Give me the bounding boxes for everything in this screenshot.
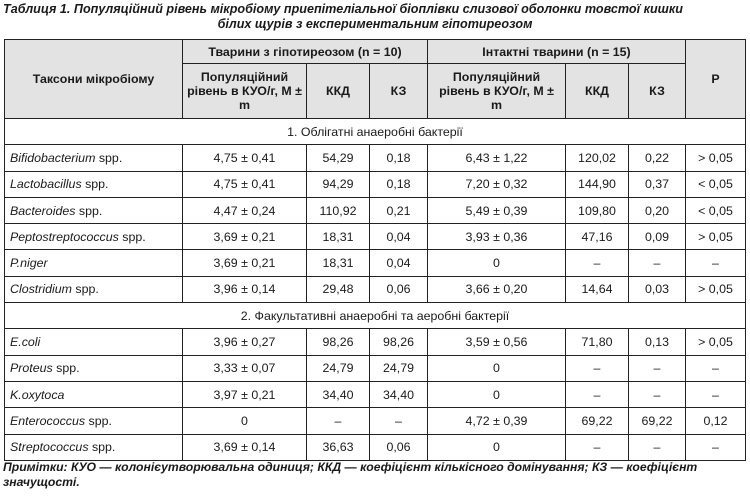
taxon-cell [5,434,183,460]
table-row [5,434,746,460]
taxon-cell [5,224,183,250]
cell-p-value: < 0,05 [686,171,746,197]
cell-g2-pop-level: 3,59 ± 0,56 [428,329,566,355]
header-taxa: Таксони мікробіому [5,40,183,119]
taxon-cell [5,197,183,223]
cell-g2-kkd: 47,16 [566,224,629,250]
cell-g2-pop-level: 0 [428,381,566,407]
table-caption [3,2,747,32]
cell-g1-kkd: – [307,408,370,434]
cell-p-value: 0,12 [686,408,746,434]
microbiome-table [4,39,746,461]
cell-g2-kz: 0,20 [629,197,686,223]
header-g2-pop-level: Популяційний рівень в КУО/г, M ± m [428,64,566,119]
cell-g2-pop-level: 5,49 ± 0,39 [428,197,566,223]
taxon-suffix: spp. [85,413,112,428]
cell-g2-kz: 69,22 [629,408,686,434]
caption-line-1: Таблиця 1. Популяційний рівень мікробіому приепітеліальної біоплівки слизової оболонки товстої кишки [3,2,683,16]
cell-p-value: – [686,434,746,460]
cell-g2-kz: 0,22 [629,145,686,171]
cell-g2-kz: 0,09 [629,224,686,250]
table-row [5,329,746,355]
taxon-suffix: spp. [52,361,80,376]
cell-g1-kkd: 34,40 [307,381,370,407]
taxon-cell [5,276,183,302]
cell-g1-pop-level: 0 [183,408,307,434]
taxon-cell [5,329,183,355]
cell-g1-kkd: 24,79 [307,355,370,381]
cell-g1-pop-level: 3,96 ± 0,14 [183,276,307,302]
taxon-name: Clostridium [10,282,72,297]
table-row [5,355,746,381]
cell-g2-pop-level: 0 [428,434,566,460]
taxon-suffix: spp. [118,229,146,244]
cell-g1-kkd: 36,63 [307,434,370,460]
taxon-suffix: spp. [81,177,109,192]
taxon-suffix: spp. [95,150,123,165]
table-row [5,276,746,302]
caption-line-2: білих щурів з експериментальним гіпотиреозом [217,17,533,31]
cell-p-value: > 0,05 [686,276,746,302]
taxon-name: Bifidobacterium [10,150,96,165]
taxon-suffix: spp. [88,440,116,455]
cell-g1-kkd: 18,31 [307,250,370,276]
cell-g1-kz: 0,04 [370,224,428,250]
cell-g1-kz: – [370,408,428,434]
cell-p-value: < 0,05 [686,197,746,223]
table-row [5,224,746,250]
taxon-name: E.coli [10,335,41,350]
taxon-cell [5,250,183,276]
table-row [5,145,746,171]
cell-p-value: > 0,05 [686,145,746,171]
cell-g2-kkd: – [566,381,629,407]
table-row [5,197,746,223]
cell-p-value: – [686,355,746,381]
taxon-cell [5,355,183,381]
cell-g2-pop-level: 6,43 ± 1,22 [428,145,566,171]
cell-g1-kz: 0,06 [370,276,428,302]
table-row [5,381,746,407]
cell-p-value: – [686,381,746,407]
cell-g2-kz: 0,03 [629,276,686,302]
cell-g1-kkd: 94,29 [307,171,370,197]
header-g2-kkd: ККД [566,64,629,119]
taxon-cell [5,381,183,407]
taxon-cell [5,408,183,434]
cell-g2-pop-level: 0 [428,250,566,276]
header-row-1 [5,40,746,64]
header-g1-kkd: ККД [307,64,370,119]
taxon-name: Peptostreptococcus [10,229,119,244]
cell-g1-pop-level: 3,97 ± 0,21 [183,381,307,407]
cell-g1-kkd: 110,92 [307,197,370,223]
cell-g1-kz: 24,79 [370,355,428,381]
table-row [5,408,746,434]
cell-g1-kz: 0,18 [370,171,428,197]
cell-g1-kz: 0,21 [370,197,428,223]
taxon-name: K.oxytoca [10,387,65,402]
section-row [5,119,746,145]
header-g1-kz: КЗ [370,64,428,119]
header-group-hypothyroid: Тварини з гіпотиреозом (n = 10) [183,40,428,64]
taxon-cell [5,145,183,171]
cell-g2-kkd: – [566,250,629,276]
cell-g2-kz: – [629,250,686,276]
taxon-name: Streptococcus [10,440,89,455]
cell-g2-pop-level: 3,93 ± 0,36 [428,224,566,250]
section-title: 2. Факультативні анаеробні та аеробні бактерії [5,303,746,329]
cell-g1-pop-level: 4,47 ± 0,24 [183,197,307,223]
cell-g1-pop-level: 4,75 ± 0,41 [183,171,307,197]
table-notes: Примітки: КУО — колонієутворювальна одиниця; ККД — коефіцієнт кількісного домінування; КЗ — коефіцієнт значущості. [3,460,698,489]
cell-g2-kz: 0,37 [629,171,686,197]
cell-g2-kkd: 109,80 [566,197,629,223]
cell-g1-kz: 0,18 [370,145,428,171]
cell-g2-kkd: 71,80 [566,329,629,355]
taxon-name: Proteus [10,361,53,376]
cell-g1-kz: 0,04 [370,250,428,276]
cell-g2-kkd: – [566,434,629,460]
table-row [5,250,746,276]
cell-g2-pop-level: 7,20 ± 0,32 [428,171,566,197]
cell-g1-kkd: 98,26 [307,329,370,355]
cell-g2-pop-level: 0 [428,355,566,381]
taxon-suffix: spp. [75,203,103,218]
cell-g2-kkd: 120,02 [566,145,629,171]
cell-g1-pop-level: 3,69 ± 0,14 [183,434,307,460]
cell-g1-pop-level: 3,69 ± 0,21 [183,224,307,250]
table-row [5,171,746,197]
cell-g2-pop-level: 4,72 ± 0,39 [428,408,566,434]
cell-g1-kkd: 54,29 [307,145,370,171]
header-group-intact: Інтактні тварини (n = 15) [428,40,686,64]
cell-g2-kz: – [629,355,686,381]
section-row [5,303,746,329]
taxon-name: P.niger [10,256,48,271]
cell-p-value: – [686,250,746,276]
taxon-name: Lactobacillus [10,177,82,192]
cell-g1-kz: 98,26 [370,329,428,355]
taxon-cell [5,171,183,197]
cell-g1-pop-level: 4,75 ± 0,41 [183,145,307,171]
cell-g2-kz: – [629,381,686,407]
cell-g2-kkd: 14,64 [566,276,629,302]
header-g2-kz: КЗ [629,64,686,119]
cell-g1-kkd: 18,31 [307,224,370,250]
cell-g2-kkd: 144,90 [566,171,629,197]
header-p: P [686,40,746,119]
cell-g1-kkd: 29,48 [307,276,370,302]
cell-p-value: > 0,05 [686,224,746,250]
taxon-name: Enterococcus [10,413,86,428]
cell-g2-kkd: – [566,355,629,381]
cell-g1-kz: 0,06 [370,434,428,460]
cell-g1-pop-level: 3,96 ± 0,27 [183,329,307,355]
cell-g2-kz: – [629,434,686,460]
header-g1-pop-level: Популяційний рівень в КУО/г, M ± m [183,64,307,119]
cell-g1-pop-level: 3,69 ± 0,21 [183,250,307,276]
cell-g2-pop-level: 3,66 ± 0,20 [428,276,566,302]
cell-g2-kz: 0,13 [629,329,686,355]
cell-g1-kz: 34,40 [370,381,428,407]
section-title: 1. Облігатні анаеробні бактерії [5,119,746,145]
taxon-suffix: spp. [71,282,99,297]
cell-p-value: > 0,05 [686,329,746,355]
cell-g1-pop-level: 3,33 ± 0,07 [183,355,307,381]
cell-g2-kkd: 69,22 [566,408,629,434]
taxon-name: Bacteroides [10,203,76,218]
